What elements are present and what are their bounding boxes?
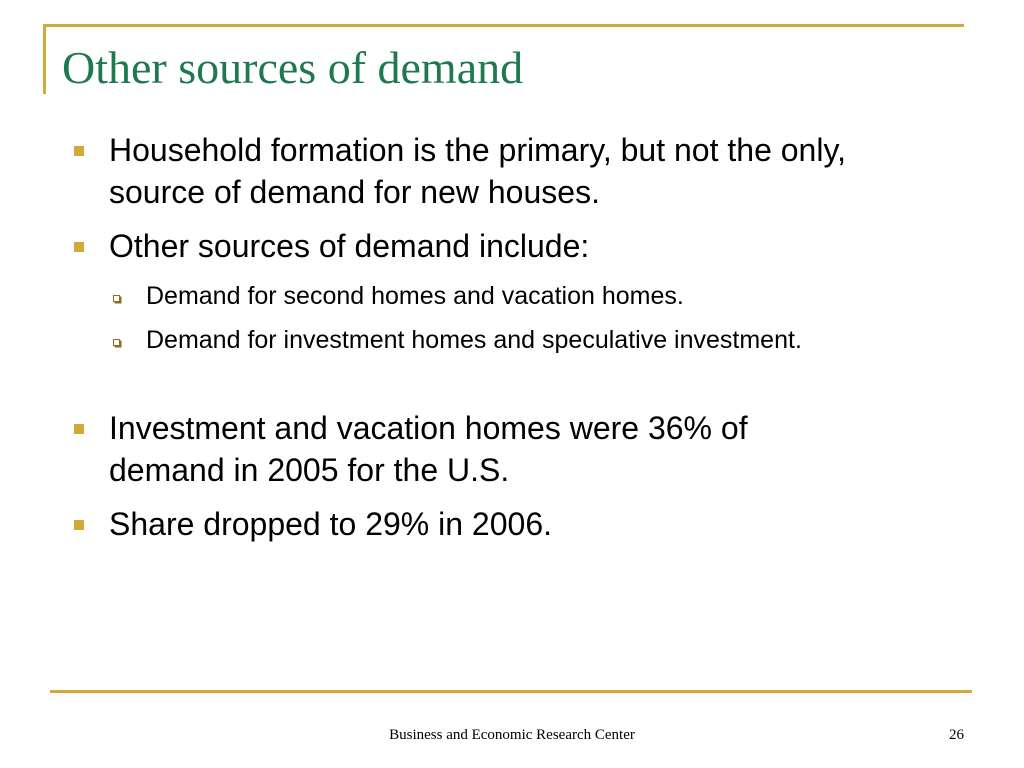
slide-title: Other sources of demand [62, 42, 524, 93]
bullet-item [109, 407, 869, 491]
sub-bullet-text: Demand for second homes and vacation homes. [146, 282, 684, 310]
square-bullet-icon [74, 242, 84, 252]
footer-text: Business and Economic Research Center [389, 727, 635, 743]
bullet-item [109, 225, 909, 267]
frame-left-rule [43, 24, 46, 94]
square-bullet-icon [74, 520, 84, 530]
bullet-text: Share dropped to 29% in 2006. [109, 506, 552, 542]
frame-top-rule [43, 24, 964, 27]
bullet-text: Investment and vacation homes were 36% of demand in 2005 for the U.S. [109, 410, 748, 488]
page-number: 26 [949, 727, 964, 743]
hollow-square-bullet-icon [113, 339, 120, 346]
square-bullet-icon [74, 146, 84, 156]
bullet-text: Other sources of demand include: [109, 228, 590, 264]
sub-bullet-item [146, 278, 846, 314]
bullet-text: Household formation is the primary, but not the only, source of demand for new houses. [109, 132, 846, 210]
hollow-square-bullet-icon [113, 295, 120, 302]
sub-bullet-item [146, 322, 826, 358]
square-bullet-icon [74, 424, 84, 434]
sub-bullet-text: Demand for investment homes and speculative investment. [146, 326, 802, 354]
bullet-item [109, 503, 909, 545]
footer-rule [50, 690, 972, 693]
bullet-item [109, 129, 909, 213]
